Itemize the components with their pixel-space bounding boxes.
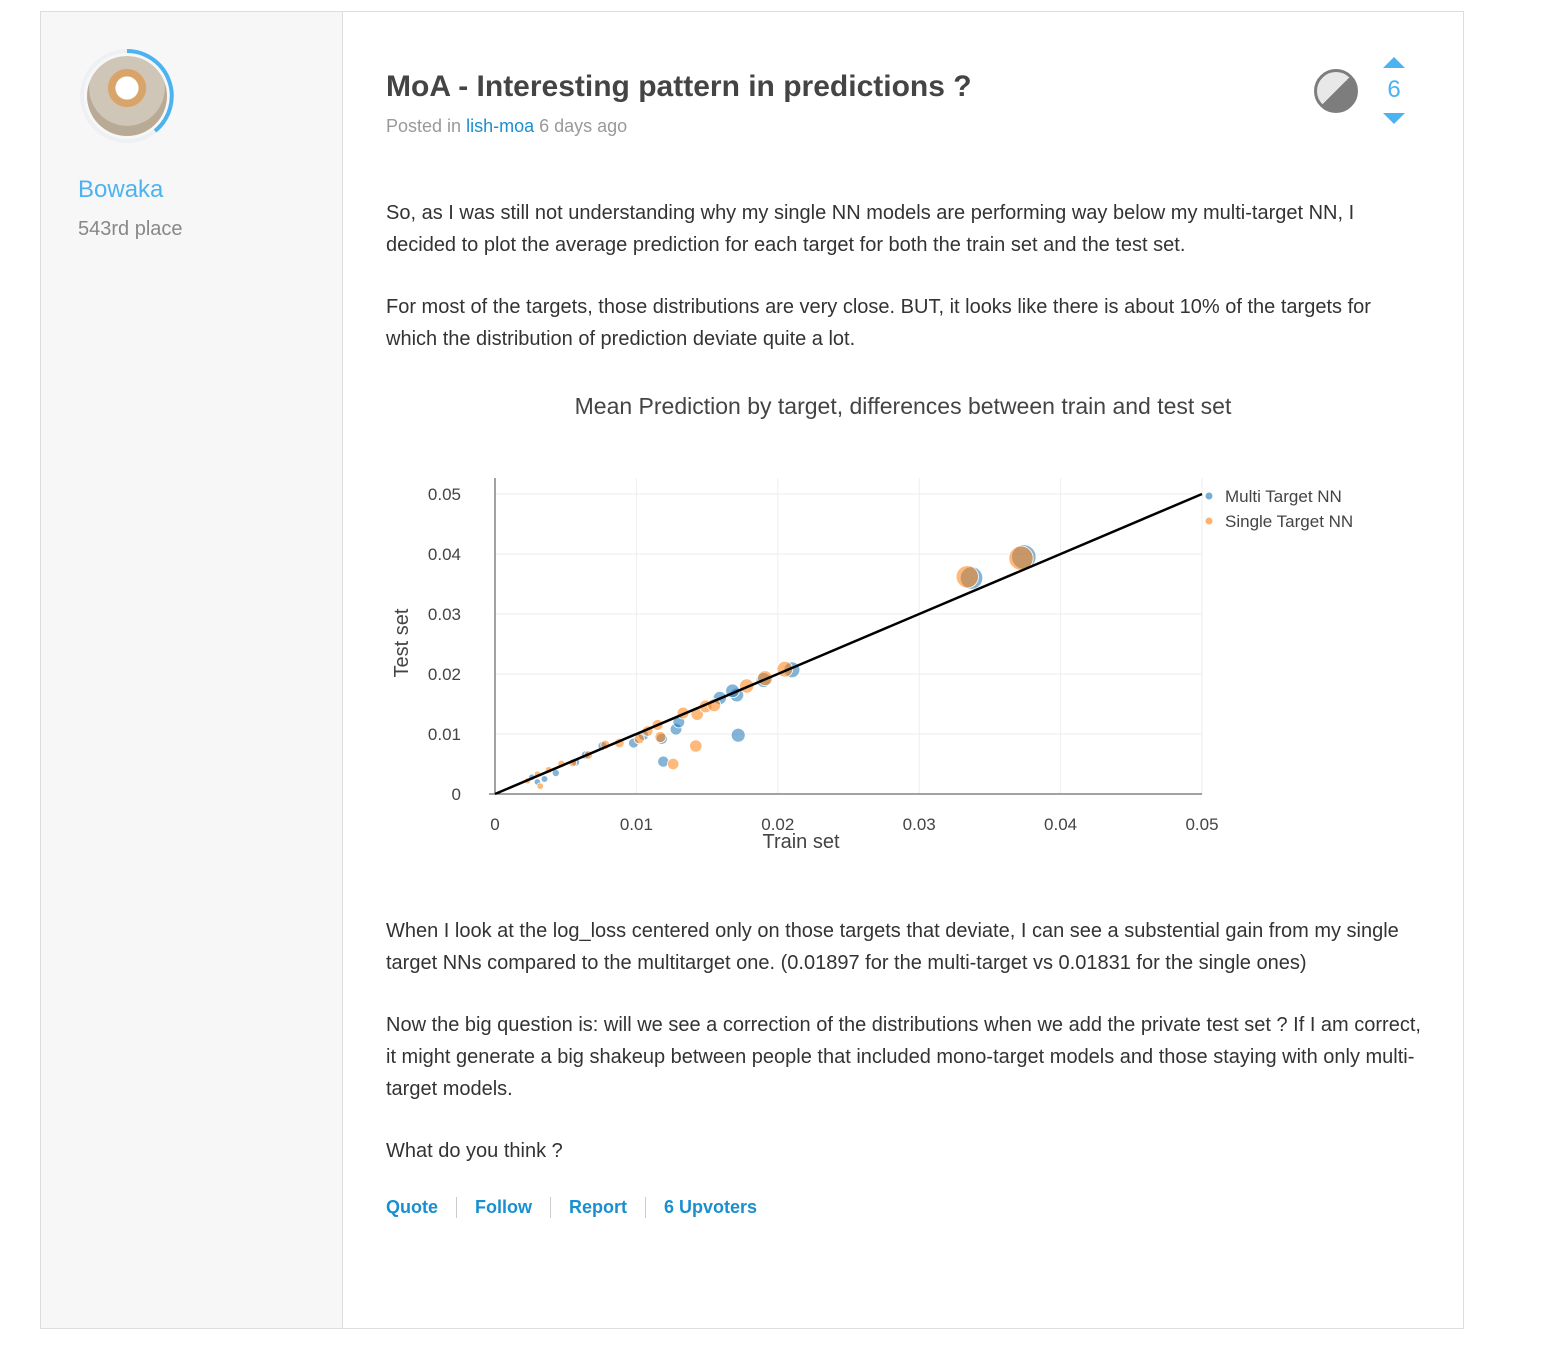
quote-link[interactable]: Quote bbox=[386, 1197, 438, 1217]
reference-line bbox=[495, 494, 1202, 794]
post-meta bbox=[386, 115, 1426, 137]
point-single-target[interactable] bbox=[537, 783, 544, 790]
author-name-link[interactable]: Bowaka bbox=[78, 176, 164, 203]
posted-prefix: Posted in bbox=[386, 116, 462, 136]
legend-multi[interactable]: Multi Target NN bbox=[1225, 487, 1342, 506]
legend-marker-single bbox=[1206, 518, 1213, 525]
x-tick-label: 0.04 bbox=[1044, 815, 1078, 834]
point-single-target[interactable] bbox=[655, 731, 666, 742]
paragraph: For most of the targets, those distributions are very close. BUT, it looks like there is about 10% of the targets for which the distribution of prediction deviate quite a lot. bbox=[386, 296, 1371, 350]
paragraph: So, as I was still not understanding why my single NN models are performing way below my multi-target NN, I decided to plot the average prediction for each target for both the train set and the test set. bbox=[386, 202, 1355, 256]
follow-link[interactable]: Follow bbox=[456, 1197, 550, 1218]
legend-marker-multi bbox=[1206, 493, 1213, 500]
vote-count: 6 bbox=[1387, 76, 1401, 103]
point-multi-target[interactable] bbox=[541, 776, 548, 783]
x-tick-label: 0.01 bbox=[619, 815, 653, 834]
x-tick-label: 0.02 bbox=[761, 815, 795, 834]
avatar-image bbox=[87, 56, 167, 136]
author-rank: 543rd place bbox=[78, 218, 183, 240]
author-sidebar bbox=[41, 12, 343, 1328]
scatter-chart bbox=[373, 385, 1423, 885]
y-tick-label: 0.01 bbox=[427, 725, 461, 744]
category-link[interactable]: lish-moa bbox=[466, 116, 535, 136]
point-multi-target[interactable] bbox=[731, 728, 745, 742]
post-actions bbox=[386, 1197, 1426, 1218]
discussion-card bbox=[40, 11, 1464, 1329]
post-content bbox=[386, 12, 1426, 1218]
paragraph: Now the big question is: will we see a correction of the distributions when we add the private test set ? If I am correct, it might generate a big shakeup between people that included mono-target models and those staying with only multi-target models. bbox=[386, 1014, 1421, 1100]
point-single-target[interactable] bbox=[690, 740, 702, 752]
post-title: MoA - Interesting pattern in predictions ? bbox=[386, 70, 972, 103]
paragraph: What do you think ? bbox=[386, 1140, 563, 1162]
x-tick-label: 0.03 bbox=[902, 815, 936, 834]
paragraph: When I look at the log_loss centered only on those targets that deviate, I can see a substential gain from my single target NNs compared to the multitarget one. (0.01897 for the multi-target vs 0.01831 for the single ones) bbox=[386, 920, 1399, 974]
y-tick-label: 0.05 bbox=[427, 485, 461, 504]
x-axis-label: Train set bbox=[762, 831, 840, 853]
upvoters-link[interactable]: 6 Upvoters bbox=[645, 1197, 775, 1218]
point-single-target[interactable] bbox=[667, 758, 679, 770]
y-tick-label: 0.02 bbox=[427, 665, 461, 684]
post-main bbox=[343, 12, 1463, 1328]
point-single-target[interactable] bbox=[956, 566, 978, 588]
chart-title: Mean Prediction by target, differences between train and test set bbox=[574, 393, 1232, 419]
legend-single[interactable]: Single Target NN bbox=[1225, 512, 1354, 531]
x-tick-label: 0 bbox=[490, 815, 500, 834]
y-tick-label: 0 bbox=[451, 785, 461, 804]
legend[interactable] bbox=[1206, 487, 1354, 531]
y-tick-label: 0.04 bbox=[427, 545, 461, 564]
report-link[interactable]: Report bbox=[550, 1197, 645, 1218]
avatar[interactable] bbox=[79, 48, 175, 144]
y-tick-label: 0.03 bbox=[427, 605, 461, 624]
posted-time: 6 days ago bbox=[539, 116, 628, 136]
x-tick-label: 0.05 bbox=[1185, 815, 1219, 834]
y-axis-label: Test set bbox=[391, 608, 413, 678]
